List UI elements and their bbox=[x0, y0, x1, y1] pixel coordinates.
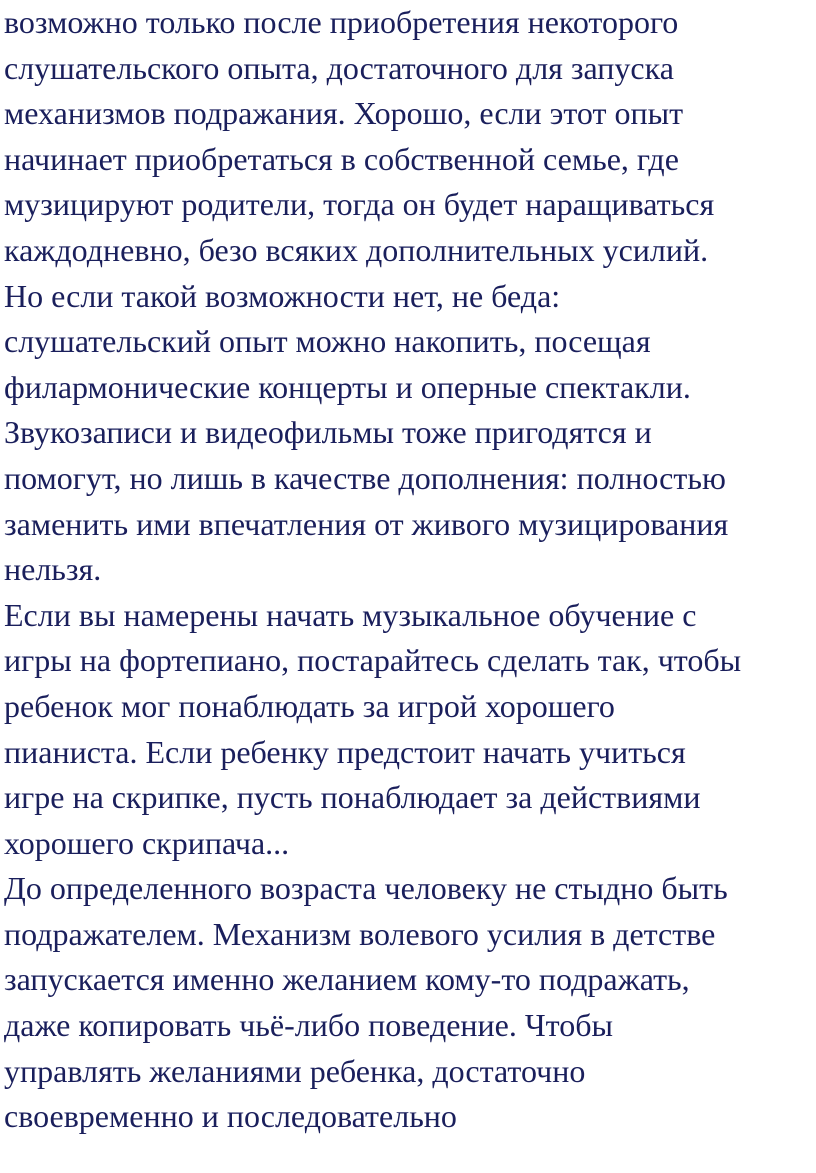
text-line: Звукозаписи и видеофильмы тоже пригодятся и bbox=[4, 414, 652, 451]
text-line: музицируют родители, тогда он будет наращиваться bbox=[4, 186, 715, 223]
text-line: игры на фортепиано, постарайтесь сделать так, чтобы bbox=[4, 642, 742, 679]
text-line: механизмов подражания. Хорошо, если этот опыт bbox=[4, 95, 684, 132]
text-line: игре на скрипке, пусть понаблюдает за действиями bbox=[4, 779, 701, 816]
text-line: начинает приобретаться в собственной семье, где bbox=[4, 140, 679, 177]
text-line: ребенок мог понаблюдать за игрой хорошего bbox=[4, 687, 615, 724]
document-page bbox=[4, 0, 812, 1140]
text-line: Если вы намерены начать музыкальное обучение с bbox=[4, 596, 697, 633]
text-line: своевременно и последовательно bbox=[4, 1098, 457, 1135]
text-line: филармонические концерты и оперные спектакли. bbox=[4, 368, 691, 405]
text-line: подражателем. Механизм волевого усилия в детстве bbox=[4, 915, 716, 952]
text-line: помогут, но лишь в качестве дополнения: полностью bbox=[4, 459, 726, 496]
text-line: До определенного возраста человеку не стыдно быть bbox=[4, 870, 728, 907]
text-line: хорошего скрипача... bbox=[4, 824, 290, 861]
text-line: нельзя. bbox=[4, 551, 102, 588]
text-line: возможно только после приобретения некоторого bbox=[4, 4, 679, 40]
text-line: слушательского опыта, достаточного для запуска bbox=[4, 49, 674, 86]
text-line: Но если такой возможности нет, не беда: bbox=[4, 277, 561, 314]
text-line: управлять желаниями ребенка, достаточно bbox=[4, 1052, 586, 1089]
text-line: слушательский опыт можно накопить, посещая bbox=[4, 323, 651, 360]
text-line: каждодневно, безо всяких дополнительных усилий. bbox=[4, 231, 709, 268]
text-line: запускается именно желанием кому-то подражать, bbox=[4, 961, 690, 998]
text-line: пианиста. Если ребенку предстоит начать учиться bbox=[4, 733, 686, 770]
text-line: заменить ими впечатления от живого музицирования bbox=[4, 505, 729, 542]
text-line: даже копировать чьё-либо поведение. Чтобы bbox=[4, 1007, 614, 1044]
